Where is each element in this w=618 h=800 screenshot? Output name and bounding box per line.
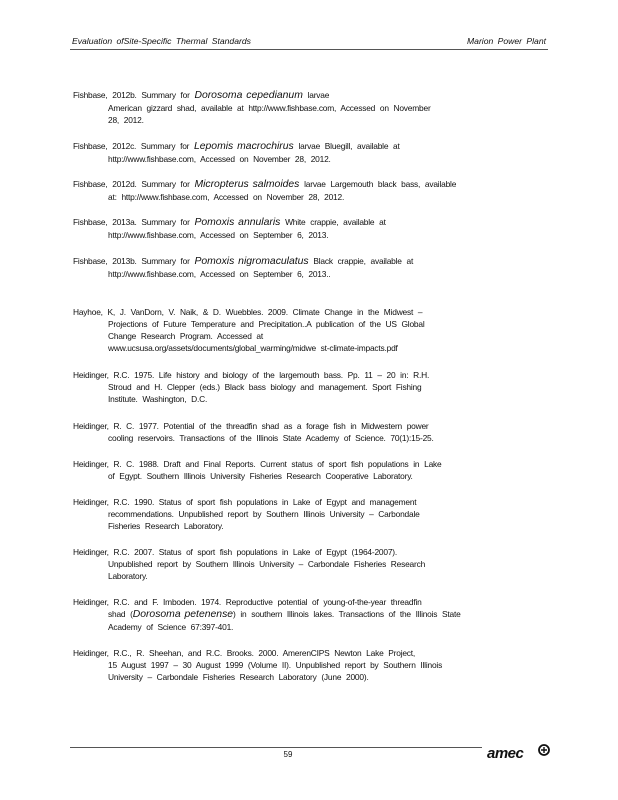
- reference-entry: [73, 458, 535, 482]
- reference-first-line: Hayhoe, K, J. VanDorn, V. Naik, & D. Wuebbles. 2009. Climate Change in the Midwest –: [73, 307, 423, 317]
- species-name: Pomoxis annularis: [194, 217, 281, 228]
- reference-first-line: Heidinger, R.C. 2007. Status of sport fish populations in Lake of Egypt (1964-2007).: [73, 547, 397, 557]
- reference-first-line: Fishbase, 2012d. Summary for Micropterus salmoides larvae Largemouth black bass, available: [73, 179, 457, 190]
- species-name: Lepomis macrochirus: [193, 141, 294, 152]
- reference-continuation: Institute. Washington, D.C.: [108, 394, 208, 404]
- reference-first-line: Fishbase, 2012b. Summary for Dorosoma cepedianum larvae: [73, 90, 330, 101]
- reference-continuation: http://www.fishbase.com, Accessed on September 6, 2013.: [108, 230, 329, 240]
- species-name: Micropterus salmoides: [194, 179, 300, 190]
- reference-entry: [73, 89, 535, 126]
- reference-continuation: Academy of Science 67:397-401.: [108, 622, 234, 632]
- reference-entry: [73, 216, 535, 241]
- reference-continuation: 15 August 1997 – 30 August 1999 (Volume II). Unpublished report by Southern Illinois: [108, 660, 443, 670]
- reference-entry: [73, 140, 535, 165]
- footer-divider: [70, 747, 482, 748]
- reference-entry: [73, 255, 535, 280]
- reference-continuation: Change Research Program. Accessed at: [108, 331, 263, 341]
- logo-mark-icon: [537, 743, 551, 757]
- reference-entry: [73, 596, 535, 633]
- header-project-name: Marion Power Plant: [467, 36, 546, 46]
- reference-entry: [73, 178, 535, 203]
- reference-continuation: Laboratory.: [108, 571, 148, 581]
- reference-continuation: recommendations. Unpublished report by Southern Illinois University – Carbondale: [108, 509, 420, 519]
- reference-first-line: Heidinger, R.C. 1975. Life history and biology of the largemouth bass. Pp. 11 – 20 in: R.H.: [73, 370, 430, 380]
- reference-first-line: Heidinger, R. C. 1977. Potential of the threadfin shad as a forage fish in Midwestern power: [73, 421, 429, 431]
- reference-continuation: cooling reservoirs. Transactions of the Illinois State Academy of Science. 70(1):15-25.: [108, 433, 434, 443]
- reference-continuation: of Egypt. Southern Illinois University Fisheries Research Cooperative Laboratory.: [108, 471, 413, 481]
- reference-entry: [73, 369, 535, 405]
- reference-continuation: Fisheries Research Laboratory.: [108, 521, 224, 531]
- reference-continuation: American gizzard shad, available at http://www.fishbase.com, Accessed on November: [108, 103, 431, 113]
- reference-continuation: Unpublished report by Southern Illinois University – Carbondale Fisheries Research: [108, 559, 426, 569]
- reference-continuation: at: http://www.fishbase.com, Accessed on November 28, 2012.: [108, 192, 345, 202]
- reference-entry: [73, 420, 535, 444]
- reference-entry: [73, 546, 535, 582]
- reference-list: [73, 0, 535, 720]
- company-logo: amec: [487, 745, 524, 762]
- reference-continuation: www.ucsusa.org/assets/documents/global_warming/midwe st-climate-impacts.pdf: [108, 343, 398, 353]
- reference-entry: [73, 306, 535, 354]
- page-number: 59: [283, 750, 293, 759]
- species-name: Pomoxis nigromaculatus: [194, 256, 309, 267]
- reference-first-line: Heidinger, R.C. and F. Imboden. 1974. Reproductive potential of young-of-the-year threadfin: [73, 597, 422, 607]
- reference-continuation: 28, 2012.: [108, 115, 144, 125]
- reference-continuation: Stroud and H. Clepper (eds.) Black bass biology and management. Sport Fishing: [108, 382, 422, 392]
- reference-first-line: Fishbase, 2013a. Summary for Pomoxis annularis White crappie, available at: [73, 217, 386, 228]
- reference-first-line: Heidinger, R.C. 1990. Status of sport fish populations in Lake of Egypt and management: [73, 497, 417, 507]
- species-name: Dorosoma petenense: [132, 609, 234, 620]
- header-document-title: Evaluation ofSite-Specific Thermal Standards: [72, 36, 251, 46]
- reference-entry: [73, 647, 535, 683]
- reference-continuation: http://www.fishbase.com, Accessed on November 28, 2012.: [108, 154, 331, 164]
- reference-first-line: Heidinger, R.C., R. Sheehan, and R.C. Brooks. 2000. AmerenCIPS Newton Lake Project,: [73, 648, 416, 658]
- species-name: Dorosoma cepedianum: [194, 90, 303, 101]
- reference-first-line: Fishbase, 2013b. Summary for Pomoxis nigromaculatus Black crappie, available at: [73, 256, 414, 267]
- reference-continuation: shad (Dorosoma petenense) in southern Illinois lakes. Transactions of the Illinois State: [108, 609, 461, 620]
- reference-entry: [73, 496, 535, 532]
- reference-continuation: http://www.fishbase.com, Accessed on September 6, 2013..: [108, 269, 331, 279]
- reference-first-line: Heidinger, R. C. 1988. Draft and Final Reports. Current status of sport fish populations in Lake: [73, 459, 442, 469]
- reference-continuation: University – Carbondale Fisheries Research Laboratory (June 2000).: [108, 672, 369, 682]
- reference-first-line: Fishbase, 2012c. Summary for Lepomis macrochirus larvae Bluegill, available at: [73, 141, 400, 152]
- reference-continuation: Projections of Future Temperature and Precipitation..A publication of the US Global: [108, 319, 425, 329]
